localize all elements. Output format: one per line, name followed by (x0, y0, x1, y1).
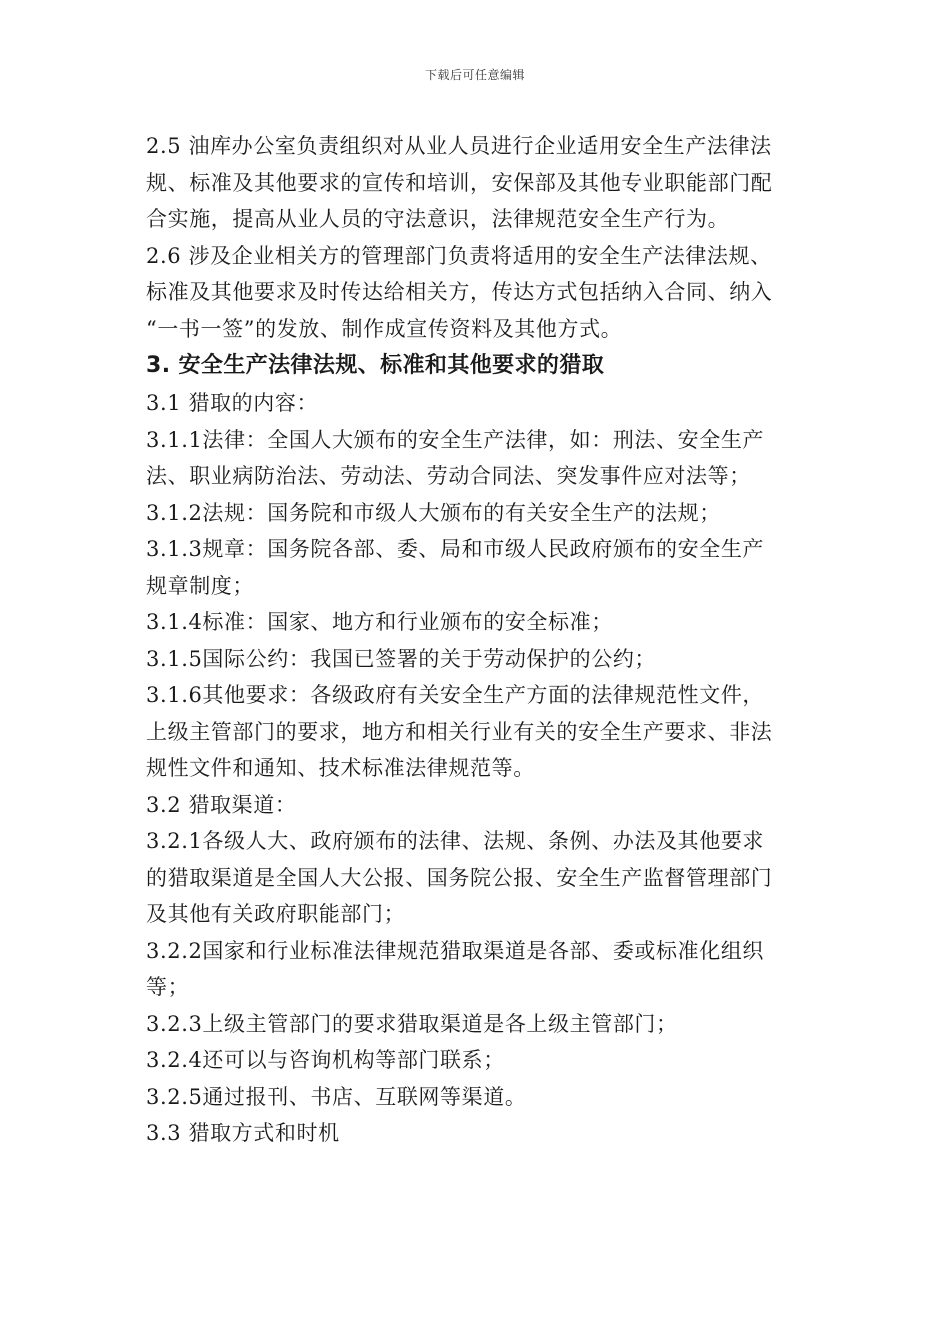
paragraph-line: 合实施，提高从业人员的守法意识，法律规范安全生产行为。 (146, 207, 730, 231)
paragraph-line: 3.1.2法规：国务院和市级人大颁布的有关安全生产的法规； (146, 500, 721, 525)
paragraph-line: 3.1.3规章：国务院各部、委、局和市级人民政府颁布的安全生产 (146, 537, 765, 561)
paragraph-line: 3.2.2国家和行业标准法律规范猎取渠道是各部、委或标准化组织 (146, 938, 765, 963)
paragraph-line: 3.1.4标准：国家、地方和行业颁布的安全标准； (146, 610, 613, 634)
paragraph-line: 标准及其他要求及时传达给相关方，传达方式包括纳入合同、纳入 (146, 280, 773, 304)
paragraph-line: 3.2.4还可以与咨询机构等部门联系； (146, 1048, 505, 1072)
paragraph-line: 的猎取渠道是全国人大公报、国务院公报、安全生产监督管理部门 (146, 865, 773, 890)
paragraph-line: 3.2.5通过报刊、书店、互联网等渠道。 (146, 1084, 527, 1109)
paragraph-line: 3.1.1法律：全国人大颁布的安全生产法律，如：刑法、安全生产 (146, 427, 765, 452)
page-watermark: 下载后可任意编辑 (424, 68, 525, 82)
paragraph-line: 2.5 油库办公室负责组织对从业人员进行企业适用安全生产法律法 (146, 134, 772, 158)
paragraph-line: 规、标准及其他要求的宣传和培训，安保部及其他专业职能部门配 (146, 170, 773, 195)
paragraph-line: 3.1 猎取的内容： (146, 391, 319, 415)
paragraph-line: 上级主管部门的要求，地方和相关行业有关的安全生产要求、非法 (146, 719, 773, 744)
paragraph-line: 3.1.5国际公约：我国已签署的关于劳动保护的公约； (146, 646, 657, 671)
paragraph-line: 3.2.1各级人大、政府颁布的法律、法规、条例、办法及其他要求 (146, 829, 765, 853)
paragraph-line: 3.2 猎取渠道： (146, 792, 297, 817)
paragraph-line: 法、职业病防治法、劳动法、劳动合同法、突发事件应对法等； (146, 464, 751, 488)
paragraph-line: 规性文件和通知、技术标准法律规范等。 (146, 756, 535, 780)
section-heading: 3. 安全生产法律法规、标准和其他要求的猎取 (146, 353, 605, 378)
paragraph-line: 及其他有关政府职能部门； (146, 902, 406, 926)
paragraph-line: 3.1.6其他要求：各级政府有关安全生产方面的法律规范性文件， (146, 683, 765, 707)
paragraph-line: 等； (146, 975, 190, 999)
paragraph-line: 规章制度； (146, 573, 254, 598)
paragraph-line: 3.3 猎取方式和时机 (146, 1121, 340, 1145)
paragraph-line: “一书一签”的发放、制作成宣传资料及其他方式。 (146, 316, 623, 341)
paragraph-line: 3.2.3上级主管部门的要求猎取渠道是各上级主管部门； (146, 1011, 678, 1036)
document-body (146, 128, 806, 1152)
paragraph-line: 2.6 涉及企业相关方的管理部门负责将适用的安全生产法律法规、 (146, 243, 772, 268)
